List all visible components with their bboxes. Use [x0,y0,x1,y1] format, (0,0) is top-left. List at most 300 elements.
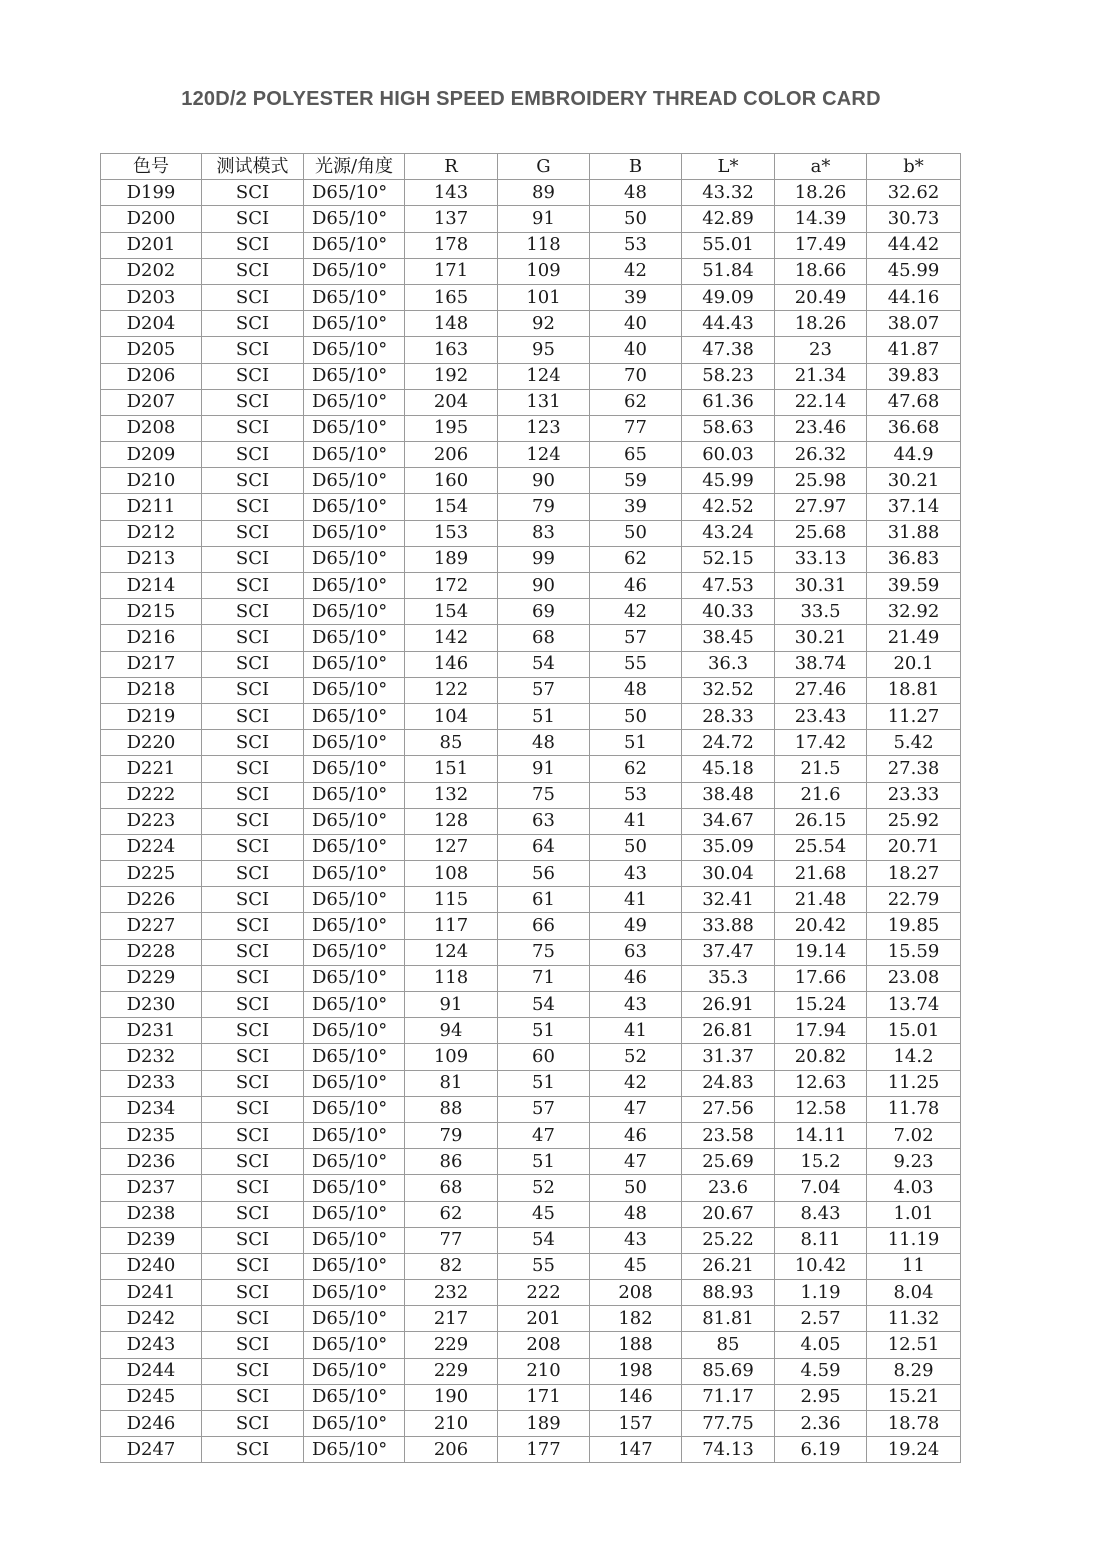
cell-g: 90 [498,573,590,599]
cell-r: 192 [405,363,498,389]
cell-test-mode: SCI [202,1096,304,1122]
cell-g: 51 [498,1149,590,1175]
cell-b-star: 7.02 [867,1122,961,1148]
cell-b: 62 [590,756,682,782]
cell-r: 142 [405,625,498,651]
cell-test-mode: SCI [202,599,304,625]
table-row [101,1175,961,1201]
cell-l-star: 45.99 [682,468,775,494]
cell-test-mode: SCI [202,625,304,651]
cell-b: 48 [590,1201,682,1227]
cell-b: 41 [590,1018,682,1044]
cell-a-star: 23.43 [775,703,867,729]
cell-r: 206 [405,1437,498,1463]
cell-a-star: 25.68 [775,520,867,546]
cell-l-star: 49.09 [682,284,775,310]
cell-g: 91 [498,206,590,232]
cell-color-no: D229 [101,965,202,991]
cell-r: 154 [405,494,498,520]
cell-g: 69 [498,599,590,625]
table-row [101,546,961,572]
cell-color-no: D230 [101,992,202,1018]
cell-illuminant-angle: D65/10° [304,468,405,494]
cell-l-star: 85.69 [682,1358,775,1384]
cell-b-star: 44.9 [867,442,961,468]
cell-illuminant-angle: D65/10° [304,834,405,860]
cell-g: 90 [498,468,590,494]
table-row [101,1096,961,1122]
cell-l-star: 32.52 [682,677,775,703]
cell-l-star: 31.37 [682,1044,775,1070]
cell-illuminant-angle: D65/10° [304,232,405,258]
cell-l-star: 40.33 [682,599,775,625]
cell-illuminant-angle: D65/10° [304,1437,405,1463]
cell-r: 195 [405,415,498,441]
cell-b: 53 [590,232,682,258]
cell-test-mode: SCI [202,756,304,782]
cell-l-star: 36.3 [682,651,775,677]
cell-a-star: 38.74 [775,651,867,677]
cell-b: 43 [590,1227,682,1253]
cell-g: 201 [498,1306,590,1332]
table-row [101,415,961,441]
cell-r: 163 [405,337,498,363]
cell-color-no: D208 [101,415,202,441]
table-row [101,677,961,703]
cell-test-mode: SCI [202,442,304,468]
cell-b: 70 [590,363,682,389]
table-row [101,756,961,782]
cell-color-no: D200 [101,206,202,232]
cell-test-mode: SCI [202,389,304,415]
cell-test-mode: SCI [202,1044,304,1070]
cell-r: 86 [405,1149,498,1175]
cell-b-star: 47.68 [867,389,961,415]
cell-b: 43 [590,992,682,1018]
cell-b-star: 18.78 [867,1411,961,1437]
table-row [101,232,961,258]
cell-l-star: 60.03 [682,442,775,468]
cell-test-mode: SCI [202,992,304,1018]
cell-test-mode: SCI [202,546,304,572]
cell-b: 47 [590,1096,682,1122]
cell-test-mode: SCI [202,1437,304,1463]
cell-l-star: 30.04 [682,861,775,887]
cell-test-mode: SCI [202,651,304,677]
cell-a-star: 18.26 [775,311,867,337]
cell-b: 53 [590,782,682,808]
cell-r: 206 [405,442,498,468]
cell-test-mode: SCI [202,1411,304,1437]
cell-color-no: D237 [101,1175,202,1201]
cell-r: 132 [405,782,498,808]
cell-color-no: D233 [101,1070,202,1096]
table-row [101,1149,961,1175]
cell-test-mode: SCI [202,520,304,546]
cell-b-star: 9.23 [867,1149,961,1175]
cell-r: 115 [405,887,498,913]
cell-r: 79 [405,1122,498,1148]
cell-color-no: D225 [101,861,202,887]
cell-l-star: 26.21 [682,1253,775,1279]
cell-g: 118 [498,232,590,258]
cell-b: 147 [590,1437,682,1463]
cell-illuminant-angle: D65/10° [304,284,405,310]
column-header-l-star: L* [682,154,775,180]
cell-g: 222 [498,1280,590,1306]
cell-b: 52 [590,1044,682,1070]
cell-color-no: D207 [101,389,202,415]
cell-a-star: 21.5 [775,756,867,782]
cell-b: 198 [590,1358,682,1384]
table-row [101,625,961,651]
table-row [101,468,961,494]
cell-test-mode: SCI [202,1306,304,1332]
cell-test-mode: SCI [202,311,304,337]
table-row [101,206,961,232]
cell-illuminant-angle: D65/10° [304,651,405,677]
cell-g: 54 [498,651,590,677]
cell-a-star: 17.49 [775,232,867,258]
cell-color-no: D212 [101,520,202,546]
cell-a-star: 4.59 [775,1358,867,1384]
table-row [101,1070,961,1096]
table-row [101,1122,961,1148]
cell-b-star: 15.59 [867,939,961,965]
cell-illuminant-angle: D65/10° [304,180,405,206]
cell-illuminant-angle: D65/10° [304,992,405,1018]
cell-l-star: 47.53 [682,573,775,599]
cell-color-no: D245 [101,1384,202,1410]
table-row [101,573,961,599]
table-row [101,363,961,389]
cell-illuminant-angle: D65/10° [304,861,405,887]
table-row [101,834,961,860]
cell-color-no: D224 [101,834,202,860]
cell-a-star: 17.42 [775,730,867,756]
cell-illuminant-angle: D65/10° [304,389,405,415]
cell-illuminant-angle: D65/10° [304,625,405,651]
cell-b-star: 11.32 [867,1306,961,1332]
cell-a-star: 20.82 [775,1044,867,1070]
cell-test-mode: SCI [202,415,304,441]
cell-b-star: 1.01 [867,1201,961,1227]
cell-b: 48 [590,677,682,703]
cell-l-star: 51.84 [682,258,775,284]
color-card-table [100,153,961,1463]
cell-a-star: 20.42 [775,913,867,939]
cell-test-mode: SCI [202,284,304,310]
cell-g: 48 [498,730,590,756]
cell-l-star: 85 [682,1332,775,1358]
cell-illuminant-angle: D65/10° [304,337,405,363]
cell-l-star: 34.67 [682,808,775,834]
cell-l-star: 24.72 [682,730,775,756]
table-row [101,599,961,625]
cell-b: 50 [590,1175,682,1201]
cell-color-no: D215 [101,599,202,625]
cell-b-star: 14.2 [867,1044,961,1070]
cell-g: 131 [498,389,590,415]
cell-g: 51 [498,1018,590,1044]
cell-r: 151 [405,756,498,782]
cell-b: 40 [590,337,682,363]
cell-test-mode: SCI [202,232,304,258]
cell-r: 85 [405,730,498,756]
table-row [101,1253,961,1279]
cell-a-star: 12.58 [775,1096,867,1122]
cell-illuminant-angle: D65/10° [304,1306,405,1332]
cell-g: 75 [498,782,590,808]
cell-b-star: 25.92 [867,808,961,834]
cell-test-mode: SCI [202,834,304,860]
cell-a-star: 33.13 [775,546,867,572]
cell-color-no: D227 [101,913,202,939]
cell-g: 189 [498,1411,590,1437]
cell-b: 43 [590,861,682,887]
cell-color-no: D211 [101,494,202,520]
cell-b-star: 32.62 [867,180,961,206]
cell-b: 146 [590,1384,682,1410]
cell-r: 171 [405,258,498,284]
cell-illuminant-angle: D65/10° [304,494,405,520]
cell-r: 124 [405,939,498,965]
cell-a-star: 6.19 [775,1437,867,1463]
cell-l-star: 35.09 [682,834,775,860]
cell-b: 46 [590,573,682,599]
cell-r: 165 [405,284,498,310]
cell-test-mode: SCI [202,1384,304,1410]
cell-l-star: 25.69 [682,1149,775,1175]
cell-b-star: 36.68 [867,415,961,441]
cell-g: 57 [498,677,590,703]
cell-r: 178 [405,232,498,258]
cell-a-star: 2.36 [775,1411,867,1437]
cell-g: 99 [498,546,590,572]
cell-a-star: 8.43 [775,1201,867,1227]
table-row [101,887,961,913]
cell-illuminant-angle: D65/10° [304,311,405,337]
cell-r: 81 [405,1070,498,1096]
cell-test-mode: SCI [202,861,304,887]
cell-b-star: 15.01 [867,1018,961,1044]
cell-test-mode: SCI [202,887,304,913]
cell-l-star: 28.33 [682,703,775,729]
cell-r: 128 [405,808,498,834]
cell-illuminant-angle: D65/10° [304,1411,405,1437]
cell-l-star: 24.83 [682,1070,775,1096]
cell-g: 124 [498,363,590,389]
cell-l-star: 42.89 [682,206,775,232]
cell-a-star: 18.26 [775,180,867,206]
table-row [101,861,961,887]
cell-l-star: 71.17 [682,1384,775,1410]
cell-a-star: 17.94 [775,1018,867,1044]
cell-color-no: D214 [101,573,202,599]
cell-r: 153 [405,520,498,546]
cell-b-star: 39.59 [867,573,961,599]
cell-b-star: 4.03 [867,1175,961,1201]
cell-test-mode: SCI [202,782,304,808]
cell-l-star: 58.23 [682,363,775,389]
cell-l-star: 26.91 [682,992,775,1018]
cell-b-star: 13.74 [867,992,961,1018]
cell-b: 62 [590,389,682,415]
cell-a-star: 23.46 [775,415,867,441]
cell-illuminant-angle: D65/10° [304,1384,405,1410]
cell-b: 48 [590,180,682,206]
cell-l-star: 32.41 [682,887,775,913]
cell-g: 79 [498,494,590,520]
table-row [101,1280,961,1306]
cell-color-no: D204 [101,311,202,337]
cell-l-star: 33.88 [682,913,775,939]
cell-l-star: 42.52 [682,494,775,520]
cell-test-mode: SCI [202,363,304,389]
column-header-a-star: a* [775,154,867,180]
cell-b-star: 20.71 [867,834,961,860]
cell-b-star: 44.42 [867,232,961,258]
column-header-color-no: 色号 [101,154,202,180]
cell-illuminant-angle: D65/10° [304,1227,405,1253]
cell-illuminant-angle: D65/10° [304,546,405,572]
cell-g: 91 [498,756,590,782]
cell-color-no: D236 [101,1149,202,1175]
cell-b: 39 [590,284,682,310]
cell-g: 51 [498,703,590,729]
cell-a-star: 15.24 [775,992,867,1018]
table-row [101,939,961,965]
cell-r: 122 [405,677,498,703]
cell-l-star: 55.01 [682,232,775,258]
table-row [101,1358,961,1384]
cell-l-star: 25.22 [682,1227,775,1253]
cell-g: 52 [498,1175,590,1201]
cell-b: 188 [590,1332,682,1358]
cell-r: 172 [405,573,498,599]
cell-b-star: 11.27 [867,703,961,729]
cell-color-no: D221 [101,756,202,782]
cell-b: 46 [590,965,682,991]
cell-r: 88 [405,1096,498,1122]
cell-l-star: 23.6 [682,1175,775,1201]
cell-a-star: 7.04 [775,1175,867,1201]
cell-b: 50 [590,703,682,729]
cell-test-mode: SCI [202,206,304,232]
cell-test-mode: SCI [202,258,304,284]
cell-illuminant-angle: D65/10° [304,913,405,939]
cell-a-star: 25.54 [775,834,867,860]
cell-test-mode: SCI [202,808,304,834]
cell-color-no: D222 [101,782,202,808]
cell-r: 189 [405,546,498,572]
column-header-b-star: b* [867,154,961,180]
cell-g: 45 [498,1201,590,1227]
cell-r: 229 [405,1358,498,1384]
cell-color-no: D239 [101,1227,202,1253]
cell-illuminant-angle: D65/10° [304,363,405,389]
cell-l-star: 43.32 [682,180,775,206]
cell-g: 75 [498,939,590,965]
cell-g: 123 [498,415,590,441]
cell-illuminant-angle: D65/10° [304,1096,405,1122]
table-row [101,258,961,284]
cell-b-star: 21.49 [867,625,961,651]
cell-a-star: 18.66 [775,258,867,284]
cell-b-star: 30.21 [867,468,961,494]
cell-r: 109 [405,1044,498,1070]
cell-color-no: D228 [101,939,202,965]
cell-b-star: 30.73 [867,206,961,232]
cell-a-star: 21.34 [775,363,867,389]
cell-b: 47 [590,1149,682,1175]
cell-a-star: 20.49 [775,284,867,310]
cell-r: 94 [405,1018,498,1044]
cell-a-star: 15.2 [775,1149,867,1175]
cell-b: 65 [590,442,682,468]
cell-b: 49 [590,913,682,939]
cell-g: 177 [498,1437,590,1463]
table-row [101,913,961,939]
cell-test-mode: SCI [202,1253,304,1279]
table-row [101,703,961,729]
cell-b-star: 41.87 [867,337,961,363]
cell-l-star: 38.48 [682,782,775,808]
cell-color-no: D199 [101,180,202,206]
cell-illuminant-angle: D65/10° [304,1280,405,1306]
cell-g: 71 [498,965,590,991]
cell-b-star: 38.07 [867,311,961,337]
table-row [101,1044,961,1070]
cell-color-no: D231 [101,1018,202,1044]
table-row [101,520,961,546]
table-row [101,1437,961,1463]
cell-color-no: D218 [101,677,202,703]
cell-b: 77 [590,415,682,441]
cell-illuminant-angle: D65/10° [304,965,405,991]
cell-g: 57 [498,1096,590,1122]
cell-b-star: 11.78 [867,1096,961,1122]
cell-a-star: 27.97 [775,494,867,520]
cell-r: 229 [405,1332,498,1358]
cell-b-star: 15.21 [867,1384,961,1410]
table-body [101,180,961,1463]
cell-illuminant-angle: D65/10° [304,1201,405,1227]
cell-l-star: 47.38 [682,337,775,363]
cell-color-no: D202 [101,258,202,284]
cell-a-star: 1.19 [775,1280,867,1306]
cell-illuminant-angle: D65/10° [304,206,405,232]
cell-r: 143 [405,180,498,206]
cell-a-star: 30.31 [775,573,867,599]
cell-g: 68 [498,625,590,651]
cell-l-star: 44.43 [682,311,775,337]
cell-l-star: 88.93 [682,1280,775,1306]
cell-test-mode: SCI [202,913,304,939]
cell-b-star: 8.29 [867,1358,961,1384]
cell-test-mode: SCI [202,1149,304,1175]
cell-b: 51 [590,730,682,756]
cell-test-mode: SCI [202,1175,304,1201]
cell-l-star: 74.13 [682,1437,775,1463]
table-row [101,965,961,991]
cell-illuminant-angle: D65/10° [304,730,405,756]
cell-b-star: 11 [867,1253,961,1279]
cell-l-star: 43.24 [682,520,775,546]
cell-color-no: D219 [101,703,202,729]
cell-a-star: 26.32 [775,442,867,468]
cell-b: 63 [590,939,682,965]
